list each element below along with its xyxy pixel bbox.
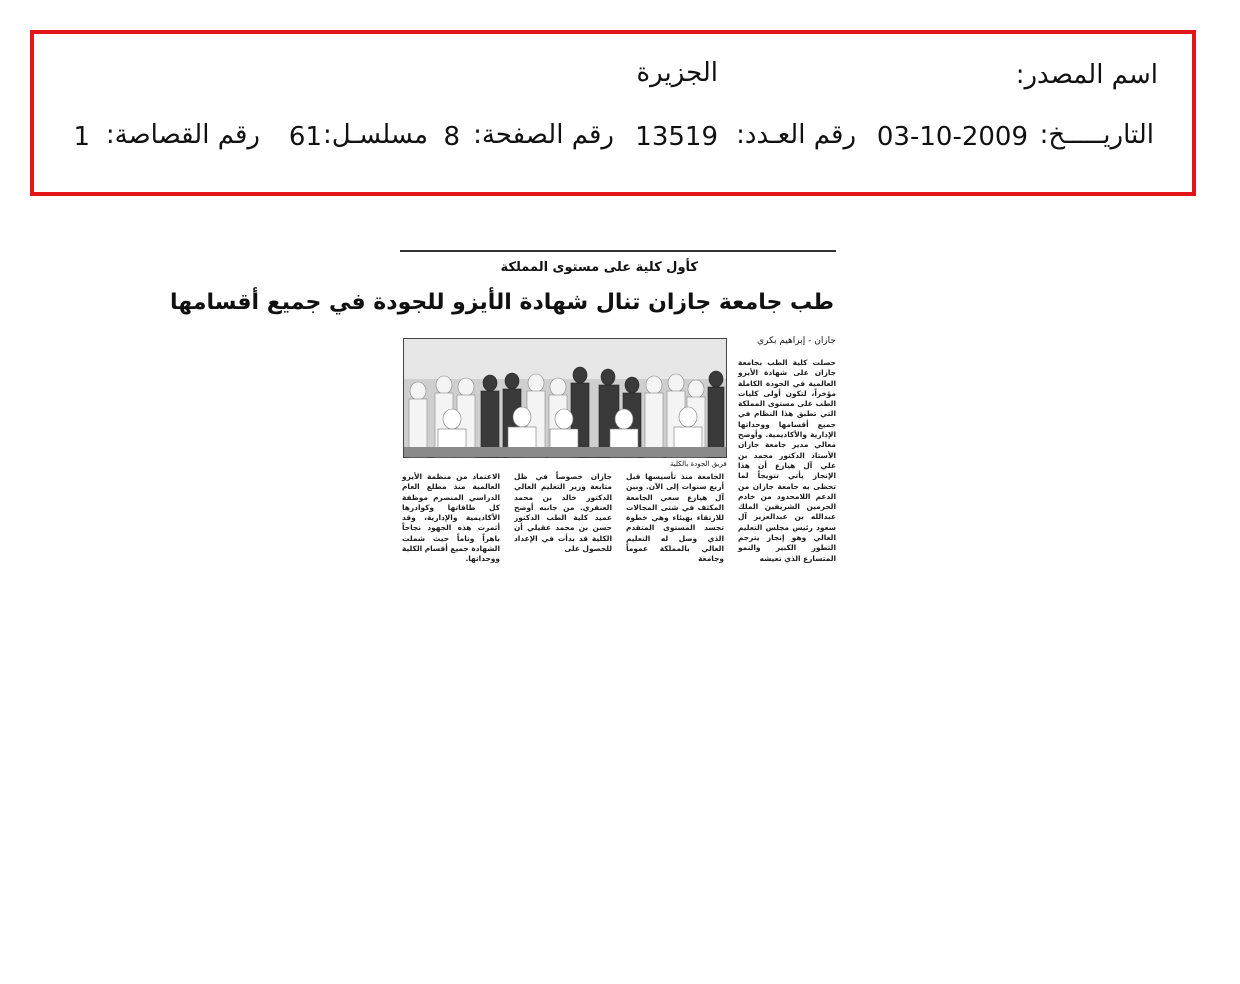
clip-number-value: 1: [73, 122, 90, 152]
page-value: 8: [443, 122, 460, 152]
serial-value: 61: [288, 122, 322, 152]
issue-value: 13519: [635, 122, 718, 152]
source-label: اسم المصدر:: [1015, 60, 1158, 90]
article-byline: جازان - إبراهيم بكري: [756, 336, 836, 346]
source-value: الجزيرة: [636, 58, 718, 88]
date-value: 03-10-2009: [876, 122, 1028, 152]
group-photo-image: [404, 339, 726, 457]
clip-number-label: رقم القصاصة:: [105, 120, 260, 150]
clip-info-box: [30, 30, 1196, 196]
group-photo: [403, 338, 727, 458]
newspaper-clipping: [170, 250, 838, 568]
article-column-1: حصلت كلية الطب بجامعة جازان على شهادة الأيزو العالمية في الجودة الكاملة مؤخراً، لتكون أولى كليات الطب على مستوى المملكة التي تطبق هذا النظام في جميع أقسامها ووحداتها الإدارية والأكاديمية. وأوضح معالي مدير جامعة جازان الأستاذ الدكتور محمد بن علي آل هيازع أن هذا الإنجاز يأتي تتويجاً لما تحظى به جامعة جازان من الدعم اللامحدود من خادم الحرمين الشريفين الملك عبدالله بن عبدالعزيز آل سعود رئيس مجلس التعليم العالي وهو إنجاز يترجم التطور الكبير والنمو المتسارع الذي تعيشه: [738, 358, 836, 563]
article-column-2: الجامعة منذ تأسيسها قبل أربع سنوات إلى الآن. وبين آل هيازع سعي الجامعة المكثف في شتى المجالات للارتقاء بهيئاء وهي خطوة تجسد المستوى المتقدم الذي وصل له التعليم العالي بالمملكة عموماً وجامعة: [626, 472, 724, 564]
photo-caption: فريق الجودة بالكلية: [670, 460, 727, 468]
top-rule: [400, 250, 836, 252]
issue-label: رقم العـدد:: [736, 120, 856, 150]
serial-label: مسلسـل:: [323, 120, 428, 150]
article-column-3: جازان خصوصاً في ظل متابعة وزير التعليم العالي الدكتور خالد بن محمد العنقري. من جانبه أوضح عميد كلية الطب الدكتور حسن بن محمد عقيلي أن الكلية قد بدأت في الإعداد للحصول على: [514, 472, 612, 554]
article-column-4: الاعتماد من منظمة الأيزو العالمية منذ مطلع العام الدراسي المنصرم موظفة كل طاقاتها وكوادرها الأكاديمية والإدارية، وقد أثمرت هذه الجهود نجاحاً باهراً وتاماً حيث شملت الشهادة جميع أقسام الكلية ووحداتها.: [402, 472, 500, 564]
date-label: التاريـــــخ:: [1039, 120, 1154, 150]
article-kicker: كأول كلية على مستوى المملكة: [500, 260, 698, 275]
page-label: رقم الصفحة:: [473, 120, 614, 150]
article-headline: طب جامعة جازان تنال شهادة الأيزو للجودة في جميع أقسامها: [170, 290, 834, 315]
